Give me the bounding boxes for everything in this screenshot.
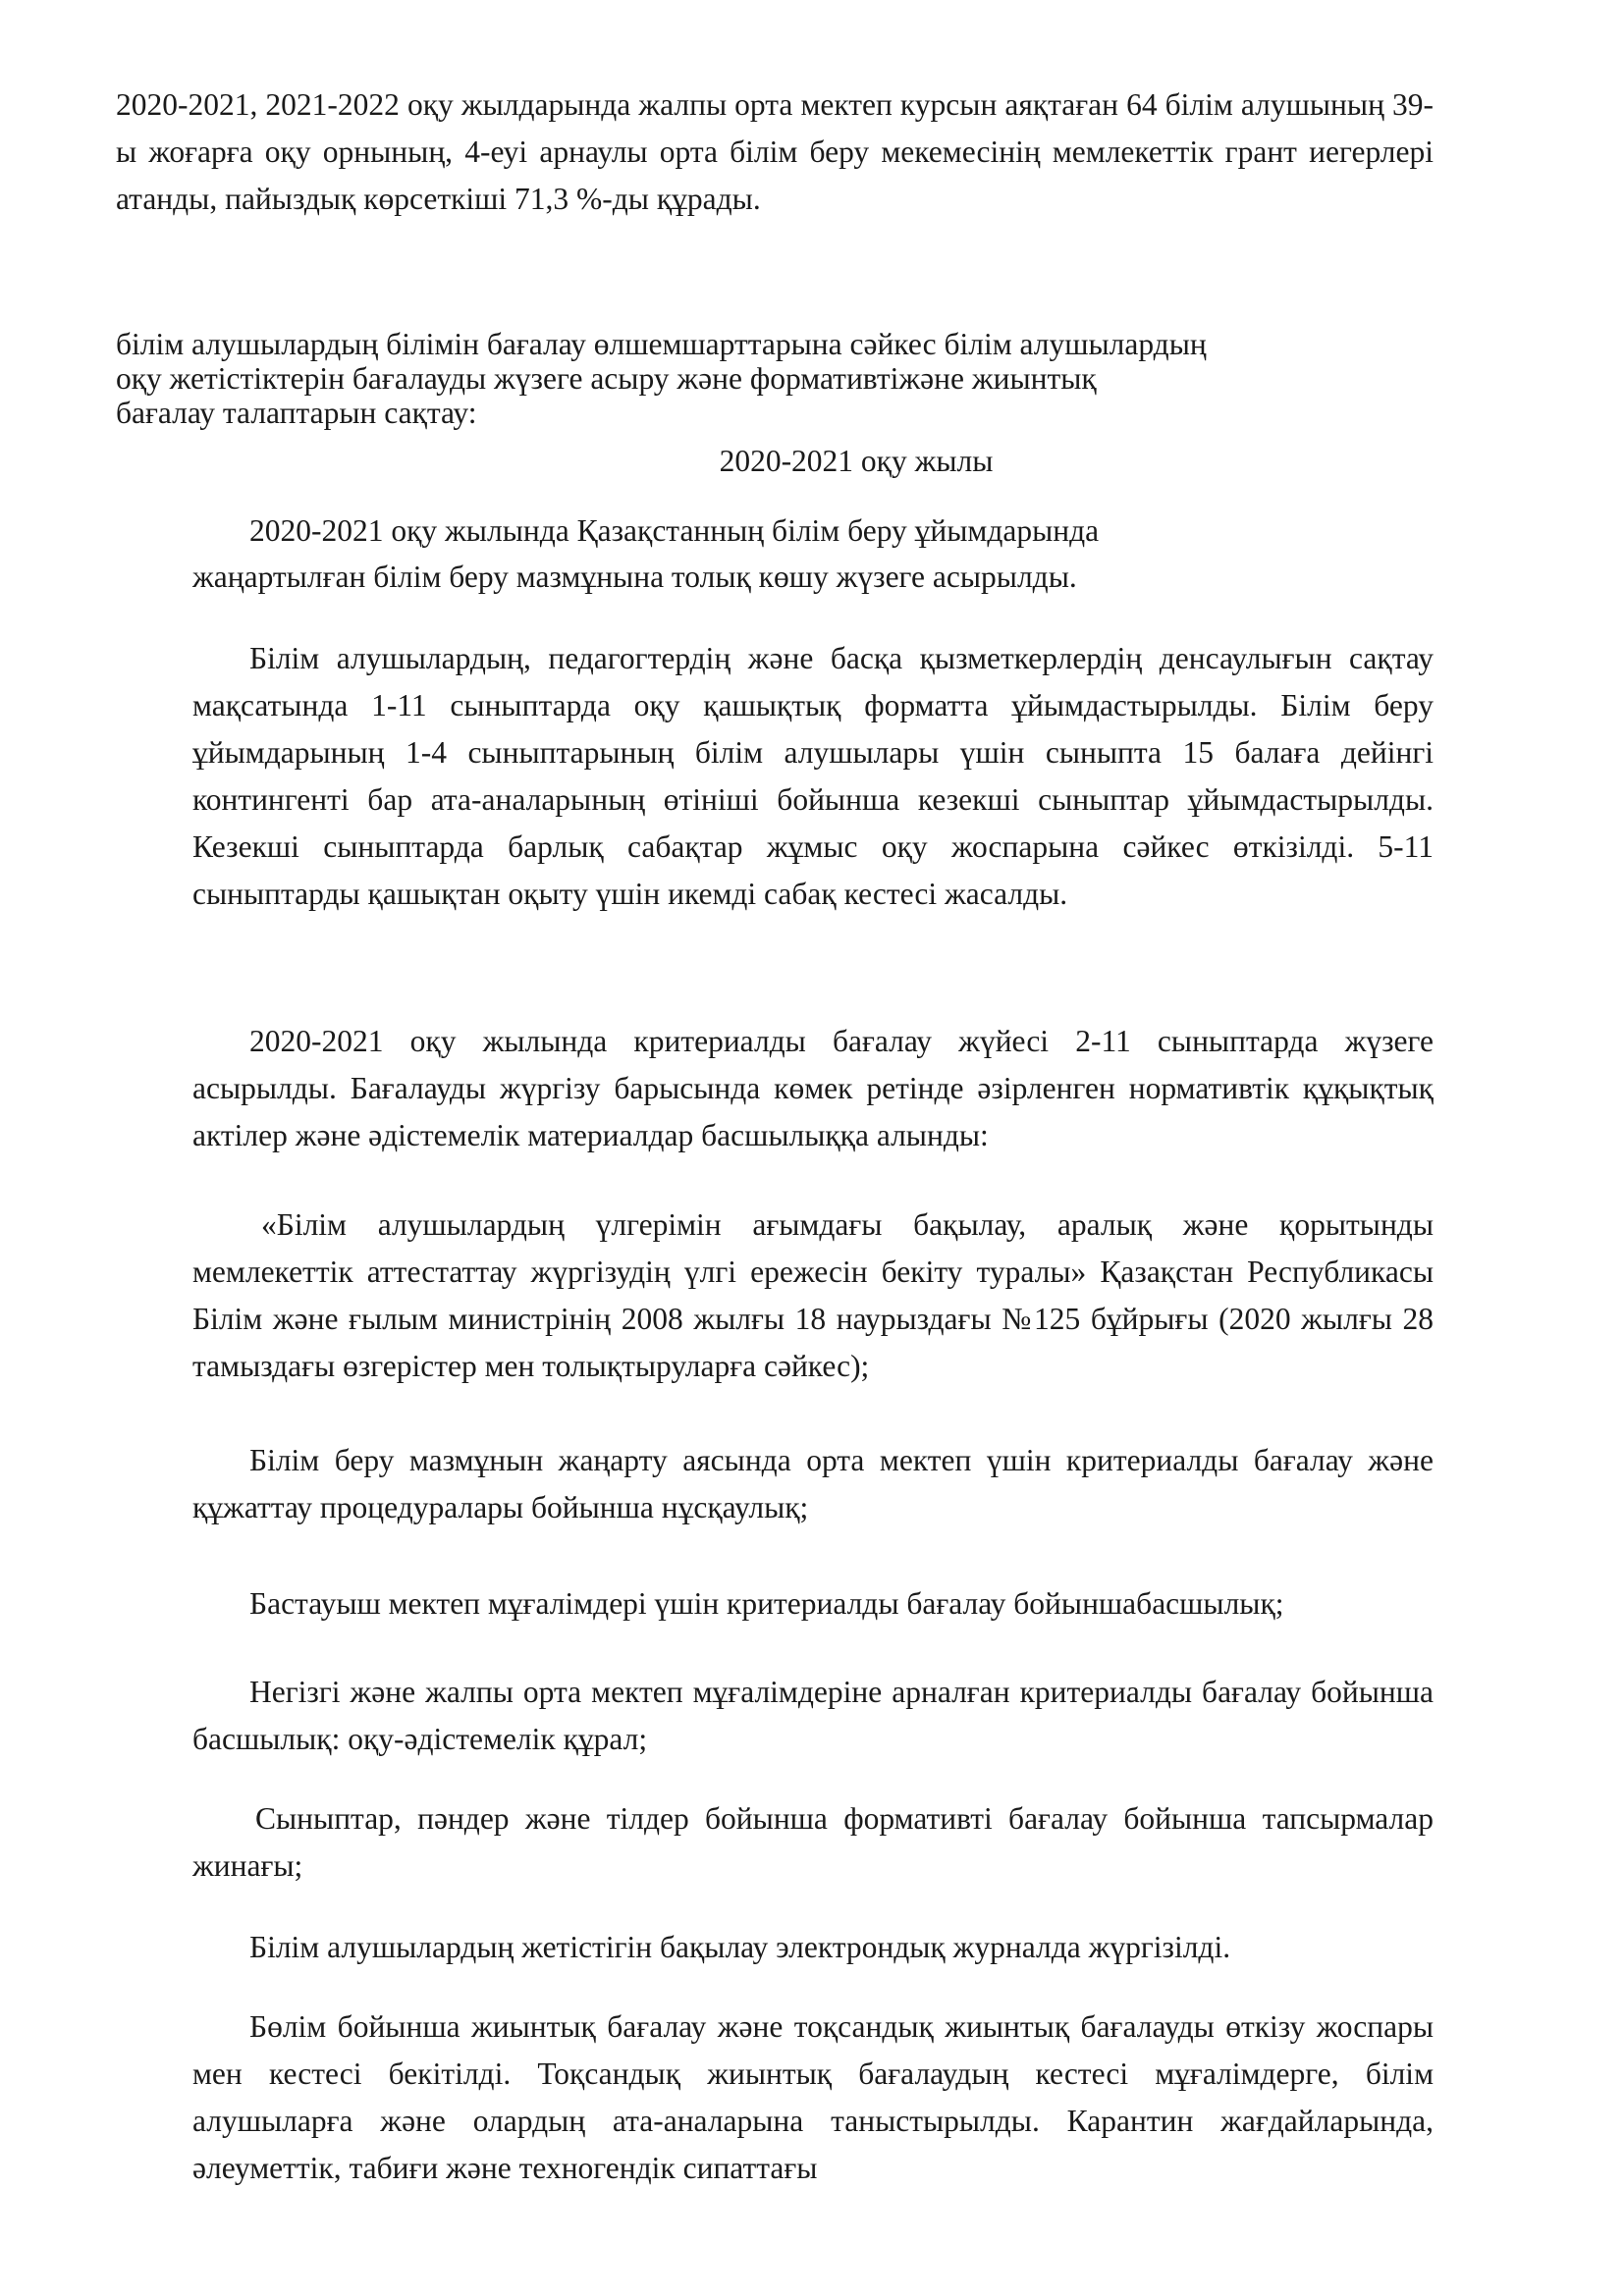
paragraph-electronic-journal: Білім алушылардың жетістігін бақылау электрондық журналда жүргізілді.	[249, 1930, 1231, 1964]
assessment-line-3: бағалау талаптарын сақтау:	[116, 396, 477, 430]
paragraph-primary-guide: Бастауыш мектеп мұғалімдері үшін критериалды бағалау бойыншабасшылық;	[249, 1586, 1284, 1621]
paragraph-procedures-guide: Білім беру мазмұнын жаңарту аясында орта мектеп үшін критериалды бағалау және құжаттау процедуралары бойынша нұсқаулық;	[192, 1443, 1434, 1524]
transition-line-2: жаңартылған білім беру мазмұнына толық көшу жүзеге асырылды.	[192, 560, 1077, 594]
paragraph-summative-schedule: Бөлім бойынша жиынтық бағалау және тоқсандық жиынтық бағалауды өткізу жоспары мен кестесі бекітілді. Тоқсандық жиынтық бағалаудың кестесі мұғалімдерге, білім алушыларға және олардың ата-аналарына таныстырылды. Карантин жағдайларында, әлеуметтік, табиғи және техногендік сипаттағы	[192, 2009, 1434, 2185]
section-heading-year: 2020-2021 оқу жылы	[719, 444, 994, 478]
paragraph-graduates-grants: 2020-2021, 2021-2022 оқу жылдарында жалпы орта мектеп курсын аяқтаған 64 білім алушының 39-ы жоғарға оқу орнының, 4-еуі арнаулы орта білім беру мекемесінің мемлекеттік грант иегерлері атанды, пайыздық көрсеткіші 71,3 %-ды құрады.	[116, 87, 1434, 216]
paragraph-ministry-order: «Білім алушылардың үлгерімін ағымдағы бақылау, аралық және қорытынды мемлекеттік аттестаттау жүргізудің үлгі ережесін бекіту туралы» Қазақстан Республикасы Білім және ғылым министрінің 2008 жылғы 18 наурыздағы №125 бұйрығы (2020 жылғы 28 тамыздағы өзгерістер мен толықтыруларға сәйкес);	[192, 1207, 1434, 1383]
paragraph-secondary-guide: Негізгі және жалпы орта мектеп мұғалімдеріне арналған критериалды бағалау бойынша басшылық: оқу-әдістемелік құрал;	[192, 1675, 1434, 1756]
assessment-line-2: оқу жетістіктерін бағалауды жүзеге асыру және формативтіжәне жиынтық	[116, 361, 1097, 396]
paragraph-distance-learning: Білім алушылардың, педагогтердің және басқа қызметкерлердің денсаулығын сақтау мақсатында 1-11 сыныптарда оқу қашықтық форматта ұйымдастырылды. Білім беру ұйымдарының 1-4 сыныптарының білім алушылары үшін сыныпта 15 балаға дейінгі контингенті бар ата-аналарының өтініші бойынша кезекші сыныптар ұйымдастырылды. Кезекші сыныптарда барлық сабақтар жұмыс оқу жоспарына сәйкес өткізілді. 5-11 сыныптарды қашықтан оқыту үшін икемді сабақ кестесі жасалды.	[192, 641, 1434, 911]
paragraph-formative-tasks: Сыныптар, пәндер және тілдер бойынша формативті бағалау бойынша тапсырмалар жинағы;	[192, 1801, 1434, 1883]
assessment-line-1: білім алушылардың білімін бағалау өлшемшарттарына сәйкес білім алушылардың	[116, 327, 1207, 361]
paragraph-criteria-assessment: 2020-2021 оқу жылында критериалды бағалау жүйесі 2-11 сыныптарда жүзеге асырылды. Бағалауды жүргізу барысында көмек ретінде әзірленген нормативтік құқықтық актілер және әдістемелік материалдар басшылыққа алынды:	[192, 1024, 1434, 1152]
transition-line-1: 2020-2021 оқу жылында Қазақстанның білім беру ұйымдарында	[249, 513, 1100, 548]
